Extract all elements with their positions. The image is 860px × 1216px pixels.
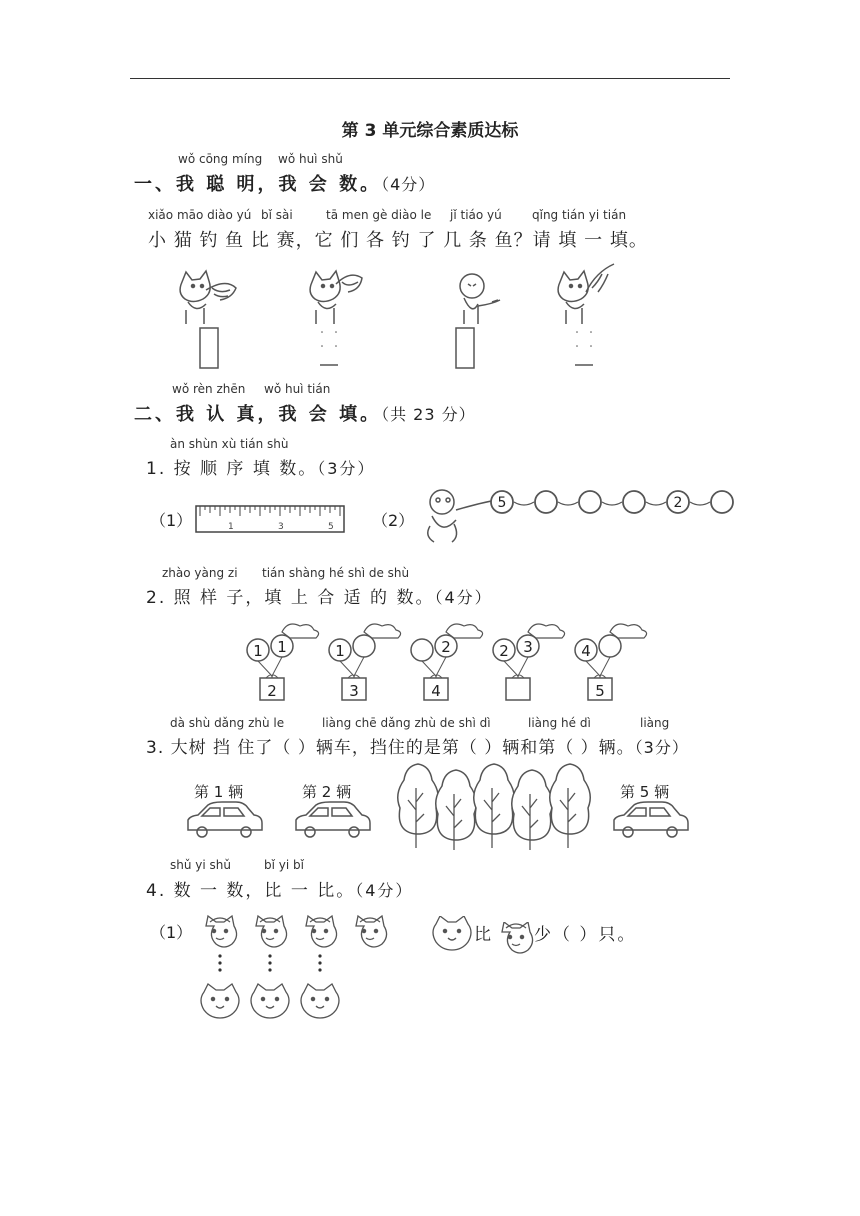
squirrel-icon [256,916,287,947]
fox-icon [432,916,472,952]
pinyin: wǒ rèn zhēn [172,382,246,396]
dot [268,954,271,957]
q4-score: （4分） [355,881,414,900]
pinyin: tián shàng hé shì de shù [262,566,410,580]
ruler-illustration [194,504,346,536]
balloon-group [411,624,483,700]
squirrel-icon [496,922,536,958]
dot [318,968,321,971]
pinyin: wǒ cōng míng [178,152,263,166]
q2-label-text: 2. 照 样 子，填 上 合 适 的 数。 [146,588,435,608]
cat-icon [180,271,236,324]
animal-comparison-illustration [196,912,396,1024]
q3-label [146,733,689,758]
chain-number: 5 [497,495,507,511]
balloon-group [329,624,401,700]
fox-icon [251,984,289,1018]
balloon-number: 3 [523,638,533,656]
balloon-icon [411,639,433,661]
q3-label-text: 3. 大树 挡 住了（ ）辆车，挡住的是第（ ）辆和第（ ）辆。 [146,738,635,758]
pinyin: tā men gè diào le [326,208,432,222]
dot [268,961,271,964]
chain-number: 2 [673,495,683,511]
section1-score: （4分） [381,175,436,194]
fox-icon [433,916,471,950]
car-label: 第 5 辆 [620,783,670,801]
balloon-group [247,624,319,700]
dot [318,954,321,957]
balloon-icon [599,635,621,657]
box-number: 4 [431,682,441,700]
balloon-groups-illustration [238,620,648,706]
chain-circle [623,491,645,513]
squirrel-icon [306,916,337,947]
balloon-number: 1 [277,638,287,656]
car-icon [188,802,262,837]
section2-score: （共 23 分） [381,405,476,424]
ruler-tick-label: 5 [328,522,334,532]
section2-heading [134,400,476,426]
cats-fishing-illustration [160,262,640,374]
tree-icon [436,770,477,850]
q4-label [146,876,413,901]
pinyin: shǔ yi shǔ [170,858,231,872]
q2-score: （4分） [434,588,493,607]
dot [218,961,221,964]
balloon-number: 1 [335,642,345,660]
gift-box [506,678,530,700]
pinyin: qǐng tián yi tián [532,208,627,222]
pinyin: dà shù dǎng zhù le [170,716,285,730]
pinyin: wǒ huì tián [264,382,331,396]
balloon-number: 2 [441,638,451,656]
ruler-tick-label: 3 [278,522,284,532]
ruler-tick-label: 1 [228,522,234,532]
cat-icon [310,271,362,324]
q1-label-text: 1. 按 顺 序 填 数。 [146,459,318,479]
car-icon [296,802,370,837]
dot [218,968,221,971]
balloon-number: 4 [581,642,591,660]
pinyin: bǐ yi bǐ [264,858,304,872]
tree-icon [474,764,515,848]
pinyin: àn shùn xù tián shù [170,437,289,451]
q1-part2-label: （2） [372,511,415,530]
number-chain-illustration [418,484,734,550]
balloon-group [493,624,565,700]
car-icon [614,802,688,837]
pinyin: liàng chē dǎng zhù de shì dì [322,716,491,730]
pinyin: bǐ sài [261,208,293,222]
fox-icon [201,984,239,1018]
q4-label-text: 4. 数 一 数，比 一 比。 [146,881,356,901]
compare-text: 比 [474,925,491,945]
compare-text: 少（ ）只。 [534,925,637,945]
section1-heading [134,170,435,196]
q2-label [146,583,493,608]
monkey-icon [428,490,496,542]
q1-score: （3分） [317,459,376,478]
section1-question: 小 猫 钓 鱼 比 赛，它 们 各 钓 了 几 条 鱼？请 填 一 填。 [148,230,648,251]
balloon-group [575,624,647,700]
section1-heading-text: 一、我 聪 明，我 会 数。 [134,174,382,195]
balloon-number: 2 [499,642,509,660]
balloon-icon [353,635,375,657]
chain-circle [535,491,557,513]
chain-circle [711,491,733,513]
pinyin: zhào yàng zi [162,566,238,580]
cat-icon [558,264,614,324]
pinyin: wǒ huì shǔ [278,152,343,166]
fox-icon [301,984,339,1018]
q1-label [146,454,375,479]
box-number: 3 [349,682,359,700]
section2-heading-text: 二、我 认 真，我 会 填。 [134,404,382,425]
dot [218,954,221,957]
box-number: 2 [267,682,277,700]
tree-icon [550,764,591,848]
q3-score: （3分） [634,738,689,757]
balloon-number: 1 [253,642,263,660]
dot [318,961,321,964]
squirrel-icon [356,916,387,947]
top-rule [130,78,730,79]
page-title: 第 3 单元综合素质达标 [341,121,519,141]
cat-icon [460,274,500,324]
chain-circle [579,491,601,513]
squirrel-icon [502,922,533,953]
q4-part1-label: （1） [150,923,193,942]
tree-icon [398,764,439,848]
car-label: 第 1 辆 [194,783,244,801]
cars-and-trees-illustration [180,756,700,850]
tree-icon [512,770,553,850]
dot [268,968,271,971]
q1-part1-label: （1） [150,511,193,530]
pinyin: liàng hé dì [528,716,591,730]
box-number: 5 [595,682,605,700]
squirrel-icon [206,916,237,947]
pinyin: jǐ tiáo yú [450,208,502,222]
pinyin: liàng [640,716,670,730]
pinyin: xiǎo māo diào yú [148,208,252,222]
car-label: 第 2 辆 [302,783,352,801]
